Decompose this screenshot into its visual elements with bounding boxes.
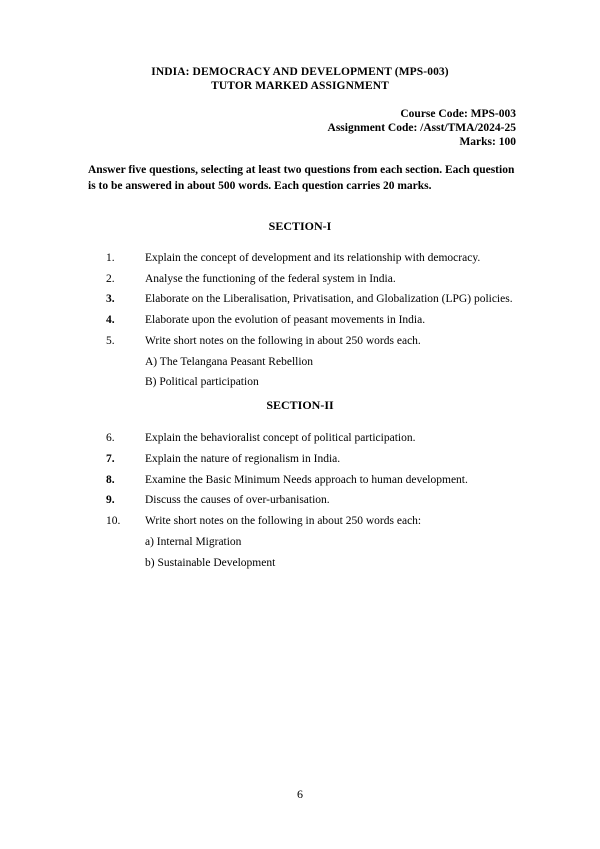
question-text: Analyse the functioning of the federal system in India. (145, 273, 396, 285)
question-number: 3. (106, 293, 115, 305)
document-subtitle: TUTOR MARKED ASSIGNMENT (211, 80, 389, 92)
assignment-code: Assignment Code: /Asst/TMA/2024-25 (327, 122, 516, 134)
course-code: Course Code: MPS-003 (400, 108, 516, 120)
sub-item: b) Sustainable Development (145, 557, 276, 569)
instructions: Answer five questions, selecting at least two questions from each section. Each question is to be answered in about 500 words. Each question carries 20 marks. (88, 164, 515, 192)
document-title: INDIA: DEMOCRACY AND DEVELOPMENT (MPS-003) (151, 66, 449, 78)
section-2-heading: SECTION-II (266, 398, 334, 412)
question-number: 2. (106, 273, 115, 285)
question-number: 9. (106, 494, 115, 506)
question-number: 6. (106, 432, 115, 444)
question-number: 10. (106, 515, 121, 527)
question-number: 8. (106, 474, 115, 486)
sub-item: A) The Telangana Peasant Rebellion (145, 356, 314, 368)
page-number: 6 (297, 787, 303, 801)
question-text: Write short notes on the following in about 250 words each: (145, 515, 422, 527)
question-text: Elaborate upon the evolution of peasant movements in India. (145, 314, 426, 326)
question-number: 5. (106, 335, 115, 347)
marks: Marks: 100 (459, 136, 516, 148)
sub-item: a) Internal Migration (145, 536, 242, 548)
question-number: 7. (106, 453, 115, 465)
sub-item: B) Political participation (145, 376, 259, 388)
question-text: Explain the concept of development and its relationship with democracy. (145, 252, 481, 264)
question-text: Discuss the causes of over-urbanisation. (145, 494, 330, 506)
question-text: Write short notes on the following in about 250 words each. (145, 335, 421, 347)
question-number: 4. (106, 314, 115, 326)
question-text: Explain the nature of regionalism in India. (145, 453, 341, 465)
question-text: Elaborate on the Liberalisation, Privatisation, and Globalization (LPG) policies. (145, 293, 513, 305)
question-number: 1. (106, 252, 115, 264)
question-text: Examine the Basic Minimum Needs approach to human development. (145, 474, 468, 486)
question-text: Explain the behavioralist concept of political participation. (145, 432, 416, 444)
section-1-heading: SECTION-I (268, 219, 332, 233)
